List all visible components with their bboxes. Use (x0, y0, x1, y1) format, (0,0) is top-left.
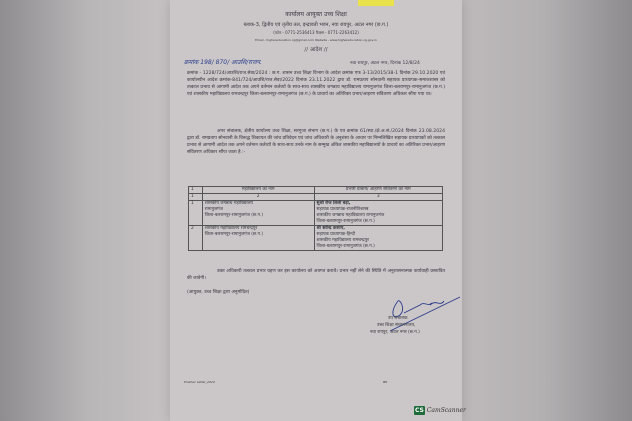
row-officer (314, 226, 442, 251)
col-number: 3 (314, 194, 442, 201)
cell-line: जिला-बलरामपुर-रामानुजगंज (छ.ग.) (316, 219, 375, 224)
col-number: 1 (189, 194, 203, 201)
cell-line: श्री सर्वेन्द्र कश्यप, (316, 226, 345, 231)
cell-line: शासकीय जगन्नाथ महाविद्यालय (204, 201, 253, 206)
place-date: नवा रायपुर, अटल नगर, दिनांक 12/8/24 (350, 61, 420, 66)
header-college: महाविद्यालय का नाम (202, 187, 314, 194)
cell-line: सुश्री रोज लिली बड़ा, (316, 201, 351, 206)
table-row (189, 226, 443, 251)
cell-line: सहायक प्राध्यापक-हिन्दी (316, 232, 356, 237)
signatory-place: नवा रायपुर, अटल नगर (छ.ग.) (370, 330, 420, 335)
cell-line: जिला-बलरामपुर-रामानुजगंज (छ.ग.) (316, 244, 375, 249)
assignment-table (188, 186, 443, 251)
cell-line: जिला-बलरामपुर-रामानुजगंज (छ.ग.) (204, 232, 264, 237)
camscanner-watermark (414, 406, 466, 415)
signatory-title: उप संचालक (388, 316, 408, 321)
row-college (202, 201, 314, 226)
office-name: कार्यालय आयुक्त उच्च शिक्षा (285, 11, 347, 18)
col-number: 2 (202, 194, 314, 201)
office-phone: (फोन - 0771-2536413 फैक्स - 0771-2263412) (273, 30, 359, 35)
cell-line: शासकीय जगन्नाथ महाविद्यालय रामानुजगंज (316, 213, 385, 218)
header-officer: प्रभारी प्राचार्य/ आहरण संवितरण का नाम (314, 187, 442, 194)
closing-text: उक्त अधिकारी तत्काल प्रभार ग्रहण कर इस कार्यालय को अवगत करावें। प्रभार नहीं लेने की स्थिति में अनुशासनात्मक कार्यवाही प्रस्तावित की जावेगी। (187, 269, 445, 281)
cell-line: जिला-बलरामपुर-रामानुजगंज (छ.ग.) (204, 213, 264, 218)
sticky-note (358, 0, 394, 6)
cell-line: रामानुजगंज (204, 207, 223, 212)
paragraph-1: क्रमांक - 1228/724/आउशि/राज.सेवा/2024 : छ.ग. शासन उच्च शिक्षा विभाग के आदेश क्रमांक एफ 3-13/2015/38-1 दिनांक 29.10.2020 एवं कार्यालयीन आदेश क्रमांक-841/724/आउशि/राज.सेवा/2022 दिनांक 23.11.2022 द्वारा डॉ. रामप्रताप सोनवानी सहायक प्राध्यापक-समाजशास्त्र को तत्काल प्रभाव से आगामी आदेश तक अपने वर्तमान कर्तव्यों के साथ-साथ शासकीय जगन्नाथ महाविद्यालय रामानुजगंज जिला-बलरामपुर-रामानुजगंज (छ.ग.) एवं शासकीय महाविद्यालय रामचन्द्रपुर जिला-बलरामपुर-रामानुजगंज (छ.ग.) के प्राचार्य का अतिरिक्त प्रभार/आहरण संवितरण अधिकार सौंपा गया था। (187, 71, 445, 97)
order-number: क्रमांक 198/ 870/ आउशि/राजप. (184, 59, 262, 66)
row-college (202, 226, 314, 251)
cell-line: शासकीय महाविद्यालय रामचन्द्रपुर (316, 238, 369, 243)
office-address: ब्लाक-3, द्वितीय एवं तृतीय तल, इन्द्रावती भवन, नवा रायपुर, अटल नगर (छ.ग.) (243, 22, 389, 28)
camscanner-logo-icon: CS (415, 407, 424, 414)
cell-line: सहायक प्राध्यापक-राजनीतिशास्त्र (316, 207, 369, 212)
cell-line: शासकीय महाविद्यालय रामचन्द्रपुर (204, 226, 258, 231)
row-sn: 1 (189, 201, 203, 226)
table-row (189, 201, 443, 226)
camscanner-text: CamScanner (426, 407, 466, 414)
paragraph-2: अपर संचालक, क्षेत्रीय कार्यालय उच्च शिक्षा, सरगुजा संभाग (छ.ग.) के पत्र क्रमांक 61/स्था./क्षे.अ.सं./2024 दिनांक 23.08.2024 द्वारा डॉ. रामप्रताप सोनवानी के विरूद्ध शिकायत की जांच प्रतिवेदन एवं जांच अधिकारी के अनुशंसा के आधार पर निम्नलिखित सहायक प्राध्यापकों को तत्काल प्रभाव से आगामी आदेश तक अपने वर्तमान कर्तव्यों के साथ-साथ उनके नाम के सम्मुख अंकित शासकीय महाविद्यालयों के प्राचार्य का अतिरिक्त प्रभार/आहरण संवितरण अधिकार सौंपा जाता है :- (187, 129, 445, 155)
document-page (170, 0, 462, 421)
footer-mark: क्रम (383, 380, 388, 384)
row-officer (314, 201, 442, 226)
row-sn: 2 (189, 226, 203, 251)
footer-filename: Prabhar Letter_2024 (184, 380, 215, 384)
header-sn: 1 (189, 187, 203, 194)
order-title: // आदेश // (304, 47, 328, 53)
signatory-office: उच्च शिक्षा संचालनालय, (377, 323, 416, 328)
approval-note: (आयुक्त, उच्च शिक्षा द्वारा अनुमोदित) (187, 290, 250, 295)
office-email: Email - highereducation.cg@gmail.com Website - www.highereducation.cg.gov.in (255, 38, 377, 42)
